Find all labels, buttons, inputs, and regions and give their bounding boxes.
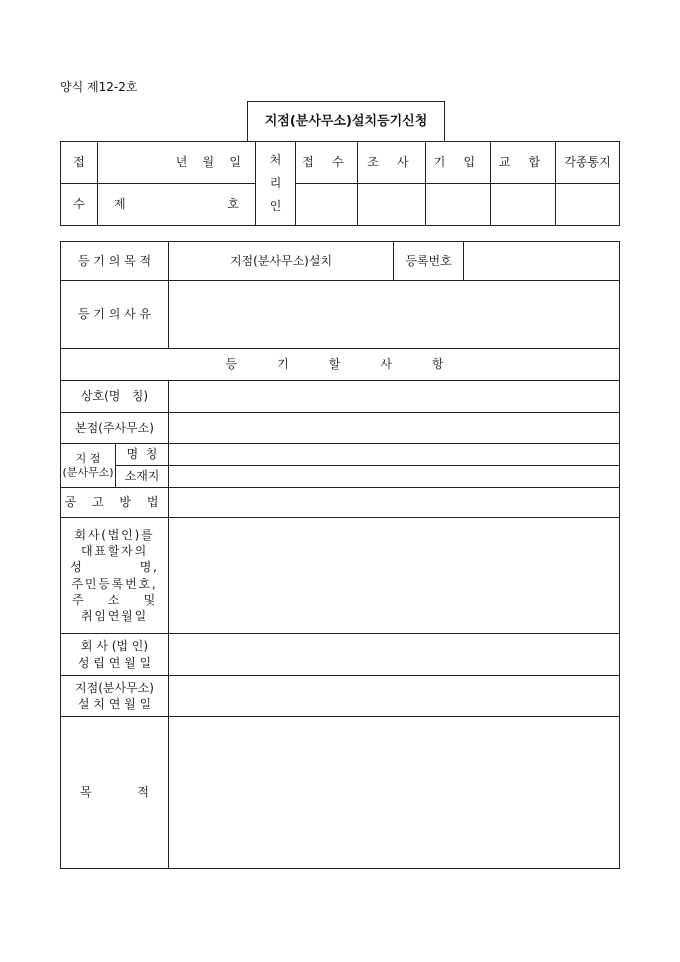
step-receipt-sign[interactable] bbox=[295, 183, 358, 226]
branch-label: 지 점 (분사무소) bbox=[60, 443, 116, 488]
receipt-date[interactable]: 년 월 일 bbox=[97, 141, 256, 184]
step-entry: 기 입 bbox=[425, 141, 491, 184]
notice-field[interactable] bbox=[168, 487, 620, 518]
reason-label: 등 기 의 사 유 bbox=[60, 280, 169, 349]
step-collation-sign[interactable] bbox=[490, 183, 556, 226]
trade-name-field[interactable] bbox=[168, 380, 620, 413]
form-title: 지점(분사무소)설치등기신청 bbox=[247, 101, 445, 142]
step-notice-sign[interactable] bbox=[555, 183, 620, 226]
notice-label: 공 고 방 법 bbox=[60, 487, 169, 518]
reg-no-field[interactable] bbox=[463, 241, 620, 281]
processor-label: 처 리 인 bbox=[255, 141, 296, 226]
representative-label: 회사(법인)를 대표할자의 성 명, 주민등록번호, 주 소 및 취임연월일 bbox=[60, 517, 169, 634]
purpose-label: 등 기 의 목 적 bbox=[60, 241, 169, 281]
receipt-number-suffix: 호 bbox=[227, 197, 239, 212]
branch-name-label: 명 칭 bbox=[115, 443, 169, 466]
objective-field[interactable] bbox=[168, 716, 620, 869]
representative-field[interactable] bbox=[168, 517, 620, 634]
reg-no-label: 등록번호 bbox=[393, 241, 464, 281]
branch-location-label: 소재지 bbox=[115, 465, 169, 488]
head-office-label: 본점(주사무소) bbox=[60, 412, 169, 444]
founded-field[interactable] bbox=[168, 633, 620, 676]
step-investigation: 조 사 bbox=[357, 141, 426, 184]
purpose-value[interactable]: 지점(분사무소)설치 bbox=[168, 241, 394, 281]
head-office-field[interactable] bbox=[168, 412, 620, 444]
branch-name-field[interactable] bbox=[168, 443, 620, 466]
reason-field[interactable] bbox=[168, 280, 620, 349]
step-collation: 교 합 bbox=[490, 141, 556, 184]
branch-date-label: 지점(분사무소) 설 치 연 월 일 bbox=[60, 675, 169, 717]
objective-label: 목 적 bbox=[60, 716, 169, 869]
items-header: 등 기 할 사 항 bbox=[60, 348, 620, 381]
founded-label: 회 사 (법 인) 성 립 연 월 일 bbox=[60, 633, 169, 676]
branch-location-field[interactable] bbox=[168, 465, 620, 488]
step-notice: 각종통지 bbox=[555, 141, 620, 184]
step-entry-sign[interactable] bbox=[425, 183, 491, 226]
step-investigation-sign[interactable] bbox=[357, 183, 426, 226]
receipt-label-bottom: 수 bbox=[60, 183, 98, 226]
branch-date-field[interactable] bbox=[168, 675, 620, 717]
receipt-label-top: 접 bbox=[60, 141, 98, 184]
receipt-number-prefix: 제 bbox=[114, 197, 126, 212]
form-number: 양식 제12-2호 bbox=[60, 80, 138, 94]
trade-name-label: 상호(명 칭) bbox=[60, 380, 169, 413]
step-receipt: 접 수 bbox=[295, 141, 358, 184]
receipt-number[interactable] bbox=[97, 183, 256, 226]
